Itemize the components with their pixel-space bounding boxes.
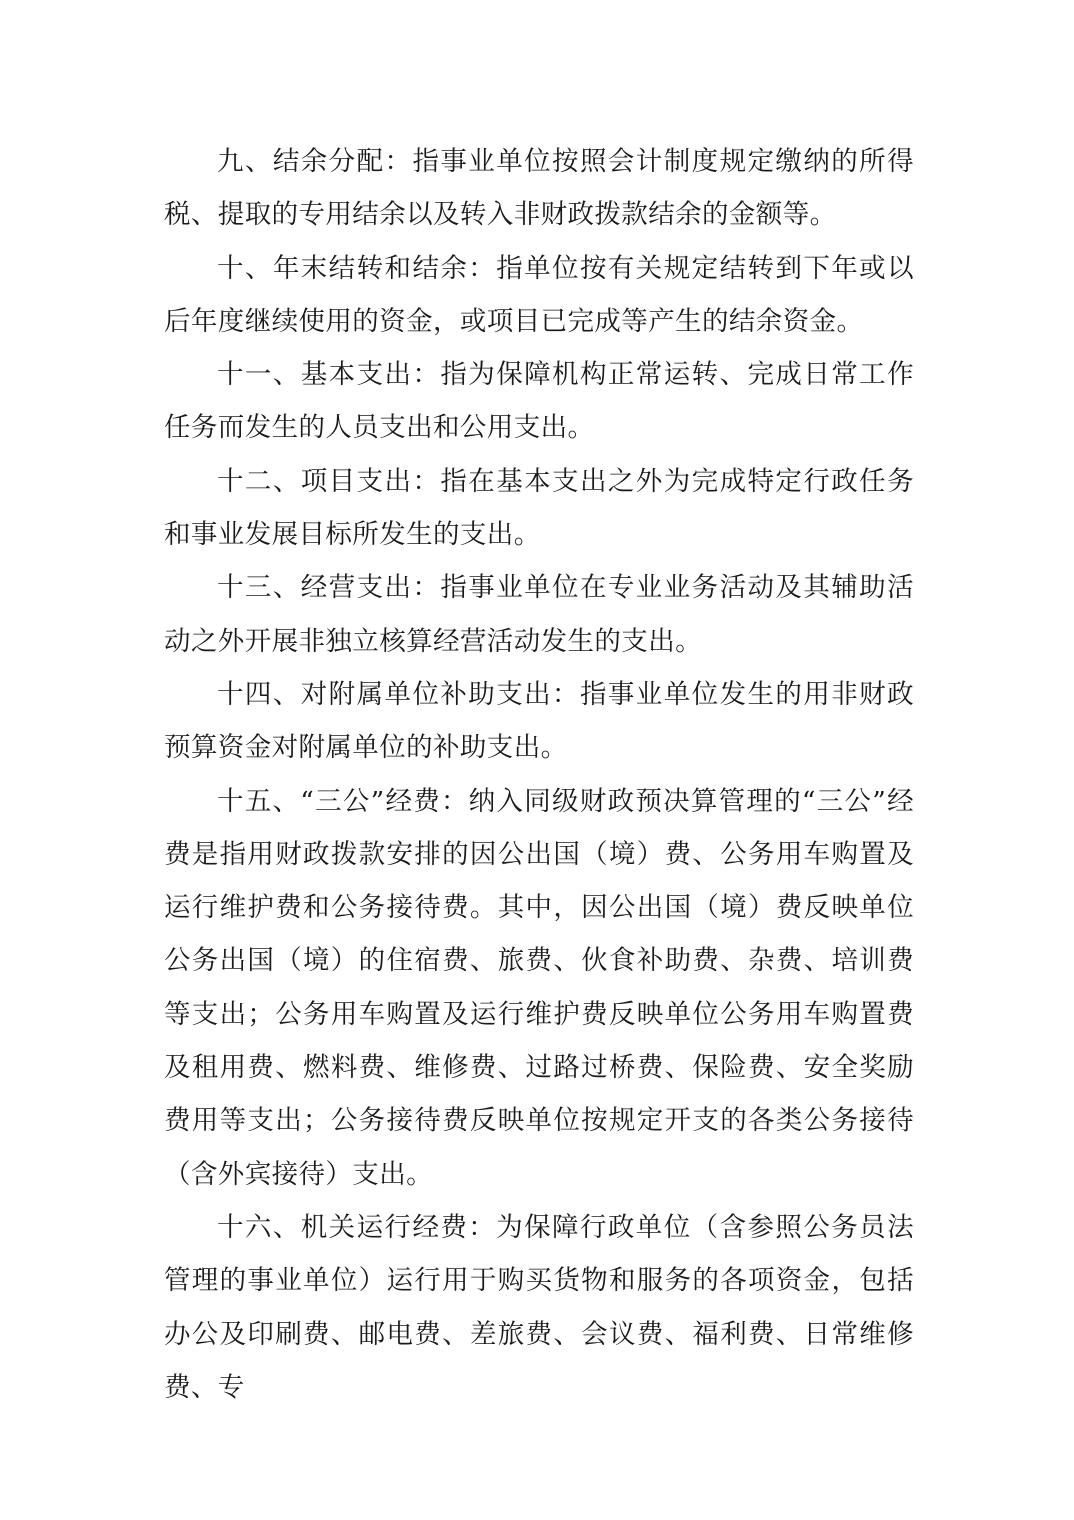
paragraph-12-project-expenditure: 十二、项目支出：指在基本支出之外为完成特定行政任务和事业发展目标所发生的支出。 [164,465,914,551]
paragraph-16-operating-funds: 十六、机关运行经费：为保障行政单位（含参照公务员法管理的事业单位）运行用于购买货物和服务的各项资金，包括办公及印刷费、邮电费、差旅费、会议费、福利费、日常维修费、专 [164,1211,914,1403]
paragraph-10-year-end-carryover: 十、年末结转和结余：指单位按有关规定结转到下年或以后年度继续使用的资金，或项目已完成等产生的结余资金。 [164,252,914,337]
paragraph-9-surplus-distribution: 九、结余分配：指事业单位按照会计制度规定缴纳的所得税、提取的专用结余以及转入非财政拨款结余的金额等。 [164,146,914,231]
paragraph-13-operating-expenditure: 十三、经营支出：指事业单位在专业业务活动及其辅助活动之外开展非独立核算经营活动发生的支出。 [164,572,914,657]
paragraph-11-basic-expenditure: 十一、基本支出：指为保障机构正常运转、完成日常工作任务而发生的人员支出和公用支出。 [164,359,914,444]
paragraph-15-three-public-expenses: 十五、“三公”经费：纳入同级财政预决算管理的“三公”经费是指用财政拨款安排的因公出国（境）费、公务用车购置及运行维护费和公务接待费。其中，因公出国（境）费反映单位公务出国（境）的住宿费、旅费、伙食补助费、杂费、培训费等支出；公务用车购置及运行维护费反映单位公务用车购置费及租用费、燃料费、维修费、过路过桥费、保险费、安全奖励费用等支出；公务接待费反映单位按规定开支的各类公务接待（含外宾接待）支出。 [164,785,914,1190]
document-body [164,135,914,1414]
paragraph-14-subsidiary-subsidy: 十四、对附属单位补助支出：指事业单位发生的用非财政预算资金对附属单位的补助支出。 [164,678,914,764]
